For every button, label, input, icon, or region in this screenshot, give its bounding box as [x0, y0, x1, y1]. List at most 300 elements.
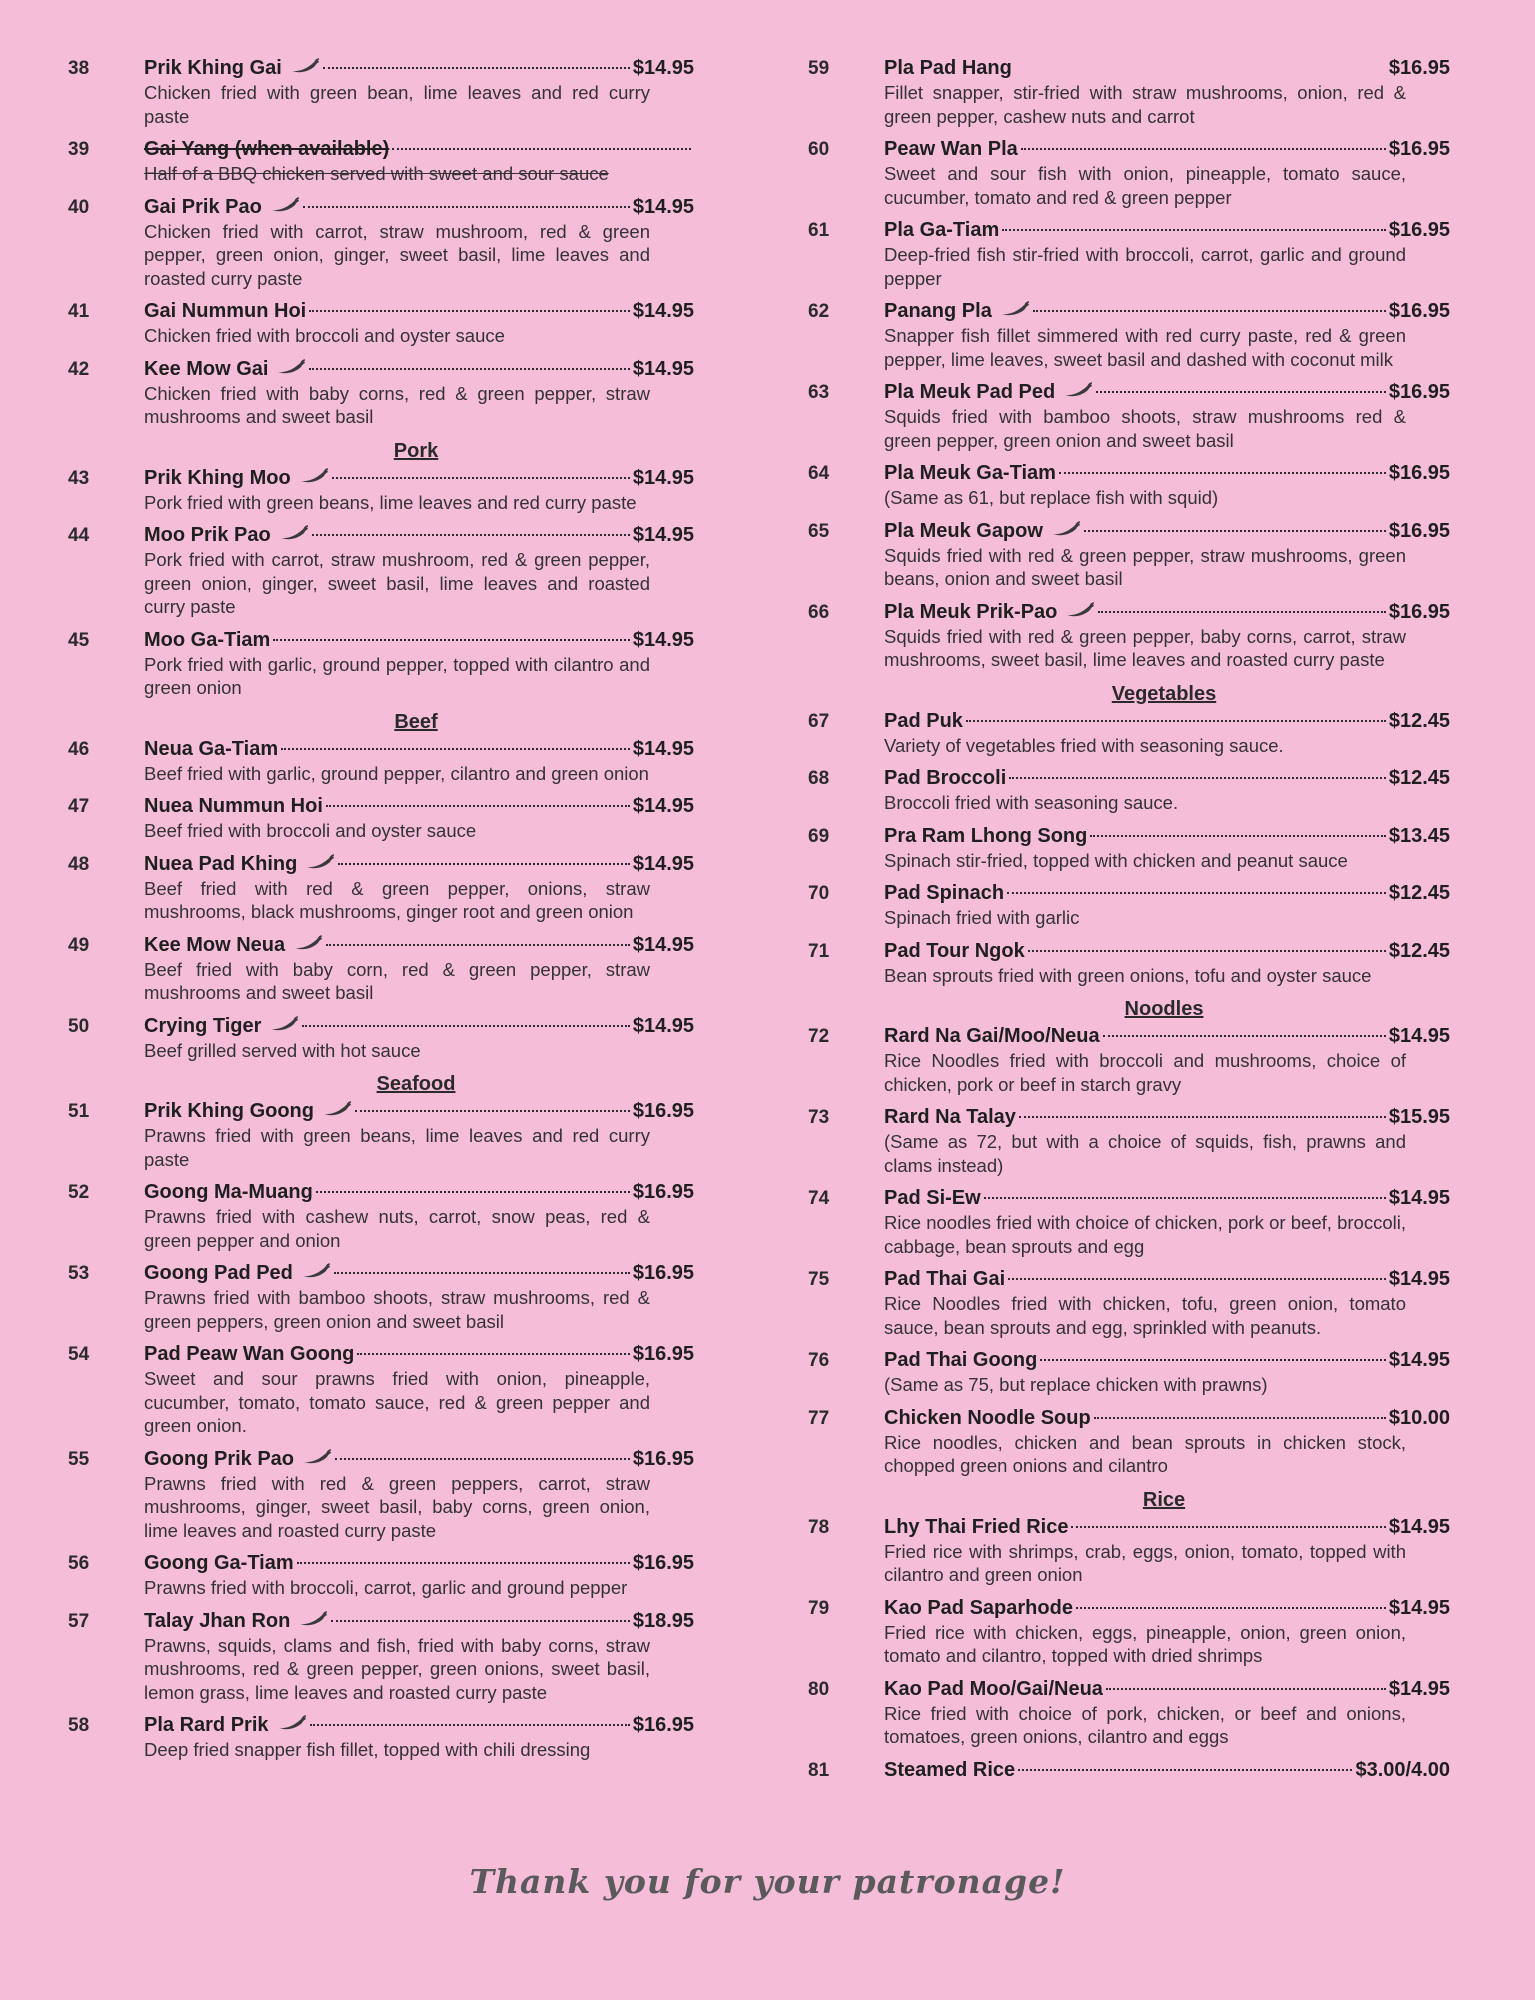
- dot-leader: [966, 720, 1386, 722]
- dot-leader: [316, 1191, 630, 1193]
- item-price: $16.95: [1388, 219, 1450, 241]
- menu-item: [808, 1406, 1450, 1478]
- dot-leader: [1084, 530, 1386, 532]
- item-name: Rard Na Gai/Moo/Neua: [884, 1025, 1100, 1047]
- item-title-line: [884, 1105, 1450, 1130]
- item-name: Nuea Pad Khing: [144, 852, 298, 875]
- item-price: $14.95: [1388, 1596, 1450, 1619]
- item-title-line: [144, 852, 694, 877]
- item-title-line: [884, 299, 1450, 324]
- menu-item: [68, 195, 694, 291]
- item-description: Sweet and sour fish with onion, pineapple, tomato sauce, cucumber, tomato and red & green pepper: [884, 163, 1406, 208]
- item-price: $14.95: [632, 852, 694, 875]
- item-number: 78: [808, 1516, 830, 1538]
- item-description: Spinach fried with garlic: [884, 907, 1080, 928]
- item-number: 79: [808, 1597, 830, 1619]
- item-description: Chicken fried with broccoli and oyster sauce: [144, 325, 505, 346]
- menu-item: [68, 137, 694, 186]
- menu-item: [808, 1105, 1450, 1177]
- item-description: Beef fried with baby corn, red & green pepper, straw mushrooms and sweet basil: [144, 958, 650, 1003]
- menu-item: [808, 600, 1450, 672]
- item-title-line: [884, 218, 1450, 243]
- item-number: 80: [808, 1678, 830, 1700]
- item-price: $16.95: [1388, 381, 1450, 403]
- item-name: Goong Pad Ped: [144, 1262, 293, 1284]
- item-number: 39: [68, 139, 90, 160]
- dot-leader: [326, 805, 630, 807]
- item-number: 42: [68, 358, 90, 380]
- item-price: $18.95: [632, 1609, 694, 1632]
- item-name: Nuea Nummun Hoi: [144, 795, 323, 817]
- item-title-line: [884, 1348, 1450, 1373]
- item-name: Goong Prik Pao: [144, 1447, 295, 1470]
- item-name: Neua Ga-Tiam: [144, 737, 279, 760]
- item-description: Fried rice with chicken, eggs, pineapple, onion, green onion, tomato and cilantro, topped with dried shrimps: [884, 1621, 1406, 1666]
- chili-pepper-icon: [277, 1715, 307, 1731]
- dot-leader: [1098, 611, 1385, 613]
- item-name: Pad Tour Ngok: [884, 939, 1025, 962]
- item-title-line: [884, 1515, 1450, 1540]
- item-number: 73: [808, 1107, 830, 1128]
- dot-leader: [1106, 1688, 1386, 1690]
- item-description: Prawns fried with cashew nuts, carrot, snow peas, red & green pepper and onion: [144, 1206, 650, 1251]
- item-name: Kee Mow Gai: [144, 357, 269, 380]
- item-description: Rice noodles fried with choice of chicken, pork or beef, broccoli, cabbage, bean sprouts and egg: [884, 1212, 1406, 1257]
- item-description: Deep fried snapper fish fillet, topped with chili dressing: [144, 1739, 591, 1760]
- chili-pepper-icon: [1051, 521, 1081, 537]
- item-title-line: [884, 824, 1450, 849]
- item-title-line: [144, 1342, 694, 1367]
- item-title-line: [144, 1609, 694, 1634]
- item-price: $14.95: [1388, 1349, 1450, 1371]
- item-description: Snapper fish fillet simmered with red curry paste, red & green pepper, lime leaves, sweet basil and dashed with coconut milk: [884, 325, 1406, 370]
- section-heading: Seafood: [376, 1073, 456, 1095]
- dot-leader: [1033, 310, 1386, 312]
- item-price: $14.95: [632, 524, 694, 546]
- item-price: $16.95: [632, 1343, 694, 1365]
- item-price: $10.00: [1388, 1406, 1450, 1429]
- item-number: 67: [808, 710, 830, 732]
- item-number: 72: [808, 1026, 830, 1047]
- item-price: $14.95: [632, 737, 694, 760]
- item-number: 51: [68, 1101, 90, 1122]
- item-price: $16.95: [632, 1552, 694, 1574]
- menu-item: [808, 299, 1450, 371]
- item-number: 49: [68, 934, 90, 956]
- item-number: 61: [808, 220, 830, 241]
- item-name: Pla Meuk Ga-Tiam: [884, 462, 1056, 484]
- item-description: Squids fried with red & green pepper, baby corns, carrot, straw mushrooms, sweet basil, lime leaves and roasted curry paste: [884, 625, 1406, 670]
- section-heading: Beef: [394, 710, 438, 733]
- dot-leader: [1094, 1417, 1386, 1419]
- item-price: $14.95: [632, 300, 694, 322]
- item-name: Lhy Thai Fried Rice: [884, 1515, 1069, 1538]
- item-title-line: [884, 766, 1450, 791]
- item-name: Moo Ga-Tiam: [144, 628, 271, 651]
- menu-item: [68, 1713, 694, 1762]
- dot-leader: [1028, 950, 1386, 952]
- dot-leader: [1021, 148, 1386, 150]
- item-number: 48: [68, 853, 90, 875]
- item-name: Goong Ga-Tiam: [144, 1552, 294, 1574]
- dot-leader: [1002, 229, 1386, 231]
- item-title-line: [884, 600, 1450, 625]
- item-price: $14.95: [632, 57, 694, 79]
- menu-item: [808, 461, 1450, 510]
- item-price: $14.95: [632, 628, 694, 651]
- item-price: $14.95: [632, 466, 694, 489]
- item-description: Pork fried with green beans, lime leaves and red curry paste: [144, 491, 637, 513]
- menu-item: [808, 1677, 1450, 1749]
- item-title-line: [144, 1447, 694, 1472]
- item-title-line: [144, 357, 694, 382]
- item-title-line: [144, 1713, 694, 1738]
- item-name: Pad Peaw Wan Goong: [144, 1343, 355, 1365]
- item-title-line: [144, 1261, 694, 1286]
- item-description: Prawns fried with bamboo shoots, straw mushrooms, red & green peppers, green onion and sweet basil: [144, 1287, 650, 1332]
- item-number: 66: [808, 601, 830, 623]
- item-number: 40: [68, 196, 90, 218]
- item-title-line: [144, 137, 694, 162]
- chili-pepper-icon: [290, 58, 320, 74]
- dot-leader: [1040, 1359, 1385, 1361]
- item-description: Rice fried with choice of pork, chicken, or beef and onions, tomatoes, green onions, cilantro and eggs: [884, 1702, 1406, 1747]
- section-heading: Vegetables: [1111, 682, 1217, 705]
- item-price: $16.95: [632, 1447, 694, 1470]
- item-description: Prawns, squids, clams and fish, fried with baby corns, straw mushrooms, red & green pepper, green onions, sweet basil, lemon grass, lime leaves and roasted curry paste: [144, 1634, 650, 1703]
- menu-item: [68, 1609, 694, 1705]
- item-description: Prawns fried with broccoli, carrot, garlic and ground pepper: [144, 1577, 628, 1598]
- item-description: Chicken fried with green bean, lime leaves and red curry paste: [144, 82, 650, 127]
- menu-item: [808, 939, 1450, 988]
- dot-leader: [355, 1110, 630, 1112]
- menu-item: [808, 1758, 1450, 1783]
- item-description: Prawns fried with red & green peppers, carrot, straw mushrooms, ginger, sweet basil, baby corns, green onion, lime leaves and roasted curry paste: [144, 1472, 650, 1541]
- item-title-line: [884, 56, 1450, 81]
- menu-item: [808, 380, 1450, 452]
- item-number: 74: [808, 1188, 830, 1209]
- item-number: 75: [808, 1269, 830, 1290]
- item-title-line: [144, 1180, 694, 1205]
- item-title-line: [884, 1758, 1450, 1783]
- dot-leader: [302, 1025, 629, 1027]
- item-name: Kao Pad Moo/Gai/Neua: [884, 1677, 1103, 1700]
- item-name: Pla Rard Prik: [144, 1714, 269, 1736]
- item-name: Gai Nummun Hoi: [144, 300, 307, 322]
- item-title-line: [884, 380, 1450, 405]
- dot-leader: [309, 368, 629, 370]
- dot-leader: [1009, 777, 1386, 779]
- item-name: Chicken Noodle Soup: [884, 1406, 1091, 1429]
- chili-pepper-icon: [1065, 602, 1095, 618]
- menu-item: [68, 1551, 694, 1600]
- item-number: 63: [808, 382, 830, 403]
- item-price: $14.95: [632, 1014, 694, 1037]
- item-name: Gai Prik Pao: [144, 195, 262, 218]
- dot-leader: [312, 534, 630, 536]
- item-description: Deep-fried fish stir-fried with broccoli, carrot, garlic and ground pepper: [884, 244, 1406, 289]
- item-number: 60: [808, 139, 830, 160]
- item-price: $16.95: [1388, 57, 1450, 79]
- item-description: Bean sprouts fried with green onions, tofu and oyster sauce: [884, 964, 1372, 986]
- item-number: 55: [68, 1448, 90, 1470]
- item-name: Crying Tiger: [144, 1014, 262, 1037]
- menu-item: [68, 1099, 694, 1171]
- menu-item: [808, 881, 1450, 930]
- item-description: Rice Noodles fried with chicken, tofu, green onion, tomato sauce, bean sprouts and egg, sprinkled with peanuts.: [884, 1293, 1406, 1338]
- menu-item: [808, 1024, 1450, 1096]
- chili-pepper-icon: [269, 1016, 299, 1032]
- chili-pepper-icon: [270, 197, 300, 213]
- item-number: 50: [68, 1015, 90, 1037]
- chili-pepper-icon: [299, 468, 329, 484]
- dot-leader: [323, 67, 630, 69]
- item-name: Pad Broccoli: [884, 767, 1007, 789]
- item-number: 64: [808, 463, 830, 484]
- item-title-line: [884, 709, 1450, 734]
- menu-item: [68, 933, 694, 1005]
- menu-item: [808, 218, 1450, 290]
- menu-item: [808, 709, 1450, 758]
- item-title-line: [144, 1099, 694, 1124]
- item-number: 81: [808, 1759, 830, 1781]
- menu-item: [808, 137, 1450, 209]
- item-description: (Same as 61, but replace fish with squid): [884, 487, 1219, 508]
- item-price: $16.95: [1388, 300, 1450, 322]
- item-title-line: [144, 299, 694, 324]
- section-heading: Noodles: [1124, 998, 1204, 1020]
- item-name: Pad Si-Ew: [884, 1187, 981, 1209]
- item-number: 58: [68, 1715, 90, 1736]
- item-title-line: [884, 137, 1450, 162]
- dot-leader: [1019, 1116, 1386, 1118]
- item-title-line: [144, 794, 694, 819]
- item-price: $15.95: [1388, 1106, 1450, 1128]
- item-description: Sweet and sour prawns fried with onion, pineapple, cucumber, tomato, tomato sauce, red & green pepper and green onion.: [144, 1368, 650, 1436]
- item-description: Rice Noodles fried with broccoli and mushrooms, choice of chicken, pork or beef in starch gravy: [884, 1050, 1406, 1095]
- item-name: Peaw Wan Pla: [884, 138, 1018, 160]
- item-title-line: [884, 1406, 1450, 1431]
- item-title-line: [884, 1267, 1450, 1292]
- item-name: Rard Na Talay: [884, 1106, 1016, 1128]
- item-title-line: [144, 628, 694, 653]
- item-title-line: [884, 1677, 1450, 1702]
- item-description: Fried rice with shrimps, crab, eggs, onion, tomato, topped with cilantro and green onion: [884, 1540, 1406, 1585]
- item-price: $16.95: [632, 1262, 694, 1284]
- item-price: $16.95: [632, 1714, 694, 1736]
- item-number: 43: [68, 467, 90, 489]
- item-name: Pra Ram Lhong Song: [884, 824, 1088, 847]
- menu-item: [68, 1180, 694, 1252]
- dot-leader: [309, 310, 630, 312]
- item-description: Beef grilled served with hot sauce: [144, 1039, 421, 1061]
- item-title-line: [884, 519, 1450, 544]
- item-number: 52: [68, 1182, 90, 1203]
- item-number: 70: [808, 883, 830, 904]
- item-description: (Same as 72, but with a choice of squids, fish, prawns and clams instead): [884, 1131, 1406, 1176]
- item-name: Moo Prik Pao: [144, 524, 271, 546]
- item-name: Steamed Rice: [884, 1758, 1016, 1781]
- item-number: 47: [68, 796, 90, 817]
- chili-pepper-icon: [1000, 301, 1030, 317]
- item-number: 68: [808, 768, 830, 789]
- item-price: $14.95: [632, 357, 694, 380]
- item-description: Pork fried with carrot, straw mushroom, red & green pepper, green onion, ginger, sweet basil, lime leaves and roasted curry paste: [144, 549, 650, 617]
- item-title-line: [144, 466, 694, 491]
- menu-item: [68, 737, 694, 786]
- menu-item: [68, 628, 694, 700]
- item-name: Goong Ma-Muang: [144, 1181, 313, 1203]
- dot-leader: [1071, 1526, 1385, 1528]
- dot-leader: [273, 639, 630, 641]
- dot-leader: [1008, 1278, 1386, 1280]
- dot-leader: [984, 1197, 1386, 1199]
- item-title-line: [144, 56, 694, 81]
- item-name: Pad Thai Goong: [884, 1349, 1038, 1371]
- item-price: $16.95: [1388, 600, 1450, 623]
- item-title-line: [884, 461, 1450, 486]
- item-name: Pla Ga-Tiam: [884, 219, 1000, 241]
- item-name: Prik Khing Goong: [144, 1100, 314, 1122]
- dot-leader: [1018, 1769, 1352, 1771]
- item-description: Half of a BBQ chicken served with sweet and sour sauce: [144, 163, 609, 184]
- menu-item: [68, 523, 694, 619]
- item-name: Pla Meuk Pad Ped: [884, 381, 1056, 403]
- item-price: $12.45: [1388, 939, 1450, 962]
- item-number: 44: [68, 525, 90, 546]
- item-name: Gai Yang (when available): [144, 138, 390, 160]
- item-price: $14.95: [1388, 1187, 1450, 1209]
- item-price: $14.95: [632, 933, 694, 956]
- item-price: $14.95: [632, 195, 694, 218]
- item-price: $14.95: [632, 795, 694, 817]
- item-price: $16.95: [632, 1181, 694, 1203]
- chili-pepper-icon: [302, 1449, 332, 1465]
- menu-item: [68, 56, 694, 128]
- item-number: 59: [808, 58, 830, 79]
- dot-leader: [335, 1458, 630, 1460]
- item-price: $14.95: [1388, 1677, 1450, 1700]
- item-name: Panang Pla: [884, 300, 992, 322]
- item-price: $16.95: [1388, 138, 1450, 160]
- dot-leader: [1007, 892, 1386, 894]
- dot-leader: [338, 863, 629, 865]
- item-number: 38: [68, 58, 90, 79]
- thank-you-footer: Thank you for your patronage!: [469, 1862, 1066, 1901]
- dot-leader: [310, 1724, 630, 1726]
- menu-item: [68, 299, 694, 348]
- item-name: Prik Khing Gai: [144, 57, 282, 79]
- menu-item: [808, 519, 1450, 591]
- chili-pepper-icon: [276, 359, 306, 375]
- item-name: Pla Meuk Prik-Pao: [884, 600, 1058, 623]
- menu-item: [808, 824, 1450, 873]
- item-number: 69: [808, 825, 830, 847]
- item-title-line: [144, 195, 694, 220]
- item-description: Beef fried with red & green pepper, onions, straw mushrooms, black mushrooms, ginger root and green onion: [144, 877, 650, 922]
- menu-item: [68, 794, 694, 843]
- menu-column-right: [808, 56, 1450, 1792]
- item-title-line: [144, 1014, 694, 1039]
- chili-pepper-icon: [279, 525, 309, 541]
- item-number: 46: [68, 738, 90, 760]
- item-price: $14.95: [1388, 1515, 1450, 1538]
- dot-leader: [1103, 1035, 1386, 1037]
- item-name: Pla Pad Hang: [884, 57, 1012, 79]
- item-number: 56: [68, 1553, 90, 1574]
- item-price: $12.45: [1388, 767, 1450, 789]
- item-number: 62: [808, 301, 830, 322]
- item-name: Pad Spinach: [884, 882, 1005, 904]
- item-name: Talay Jhan Ron: [144, 1609, 291, 1632]
- menu-item: [68, 1447, 694, 1543]
- item-name: Pad Puk: [884, 709, 963, 732]
- item-description: Pork fried with garlic, ground pepper, topped with cilantro and green onion: [144, 653, 650, 698]
- item-price: $13.45: [1388, 824, 1450, 847]
- item-description: Broccoli fried with seasoning sauce.: [884, 792, 1179, 813]
- chili-pepper-icon: [301, 1263, 331, 1279]
- item-number: 76: [808, 1350, 830, 1371]
- item-number: 65: [808, 520, 830, 542]
- chili-pepper-icon: [298, 1611, 328, 1627]
- item-description: Rice noodles, chicken and bean sprouts in chicken stock, chopped green onions and cilantro: [884, 1431, 1406, 1476]
- item-description: (Same as 75, but replace chicken with prawns): [884, 1374, 1268, 1395]
- item-number: 71: [808, 940, 830, 962]
- item-name: Kee Mow Neua: [144, 933, 286, 956]
- menu-item: [808, 1596, 1450, 1668]
- chili-pepper-icon: [322, 1101, 352, 1117]
- menu-item: [808, 1267, 1450, 1339]
- item-price: $16.95: [632, 1100, 694, 1122]
- item-description: Spinach stir-fried, topped with chicken and peanut sauce: [884, 849, 1348, 871]
- menu-item: [68, 466, 694, 515]
- item-description: Prawns fried with green beans, lime leaves and red curry paste: [144, 1125, 650, 1170]
- item-name: Pla Meuk Gapow: [884, 519, 1043, 542]
- item-name: Kao Pad Saparhode: [884, 1596, 1073, 1619]
- dot-leader: [1076, 1607, 1386, 1609]
- item-number: 77: [808, 1407, 830, 1429]
- item-title-line: [144, 523, 694, 548]
- chili-pepper-icon: [1063, 382, 1093, 398]
- menu-item: [808, 1348, 1450, 1397]
- item-title-line: [884, 881, 1450, 906]
- menu-item: [68, 357, 694, 429]
- dot-leader: [357, 1353, 629, 1355]
- dot-leader: [332, 477, 630, 479]
- chili-pepper-icon: [293, 935, 323, 951]
- dot-leader: [1059, 472, 1386, 474]
- item-number: 57: [68, 1610, 90, 1632]
- item-price: $16.95: [1388, 462, 1450, 484]
- dot-leader: [392, 148, 691, 150]
- dot-leader: [331, 1620, 630, 1622]
- dot-leader: [297, 1562, 630, 1564]
- dot-leader: [1090, 835, 1385, 837]
- item-price: $3.00/4.00: [1355, 1758, 1450, 1781]
- item-title-line: [884, 1596, 1450, 1621]
- dot-leader: [334, 1272, 630, 1274]
- item-number: 54: [68, 1344, 90, 1365]
- item-price: $14.95: [1388, 1025, 1450, 1047]
- item-title-line: [144, 737, 694, 762]
- item-number: 45: [68, 629, 90, 651]
- menu-item: [808, 56, 1450, 128]
- item-price: $14.95: [1388, 1268, 1450, 1290]
- menu-item: [68, 852, 694, 924]
- item-title-line: [144, 933, 694, 958]
- chili-pepper-icon: [305, 854, 335, 870]
- dot-leader: [303, 206, 630, 208]
